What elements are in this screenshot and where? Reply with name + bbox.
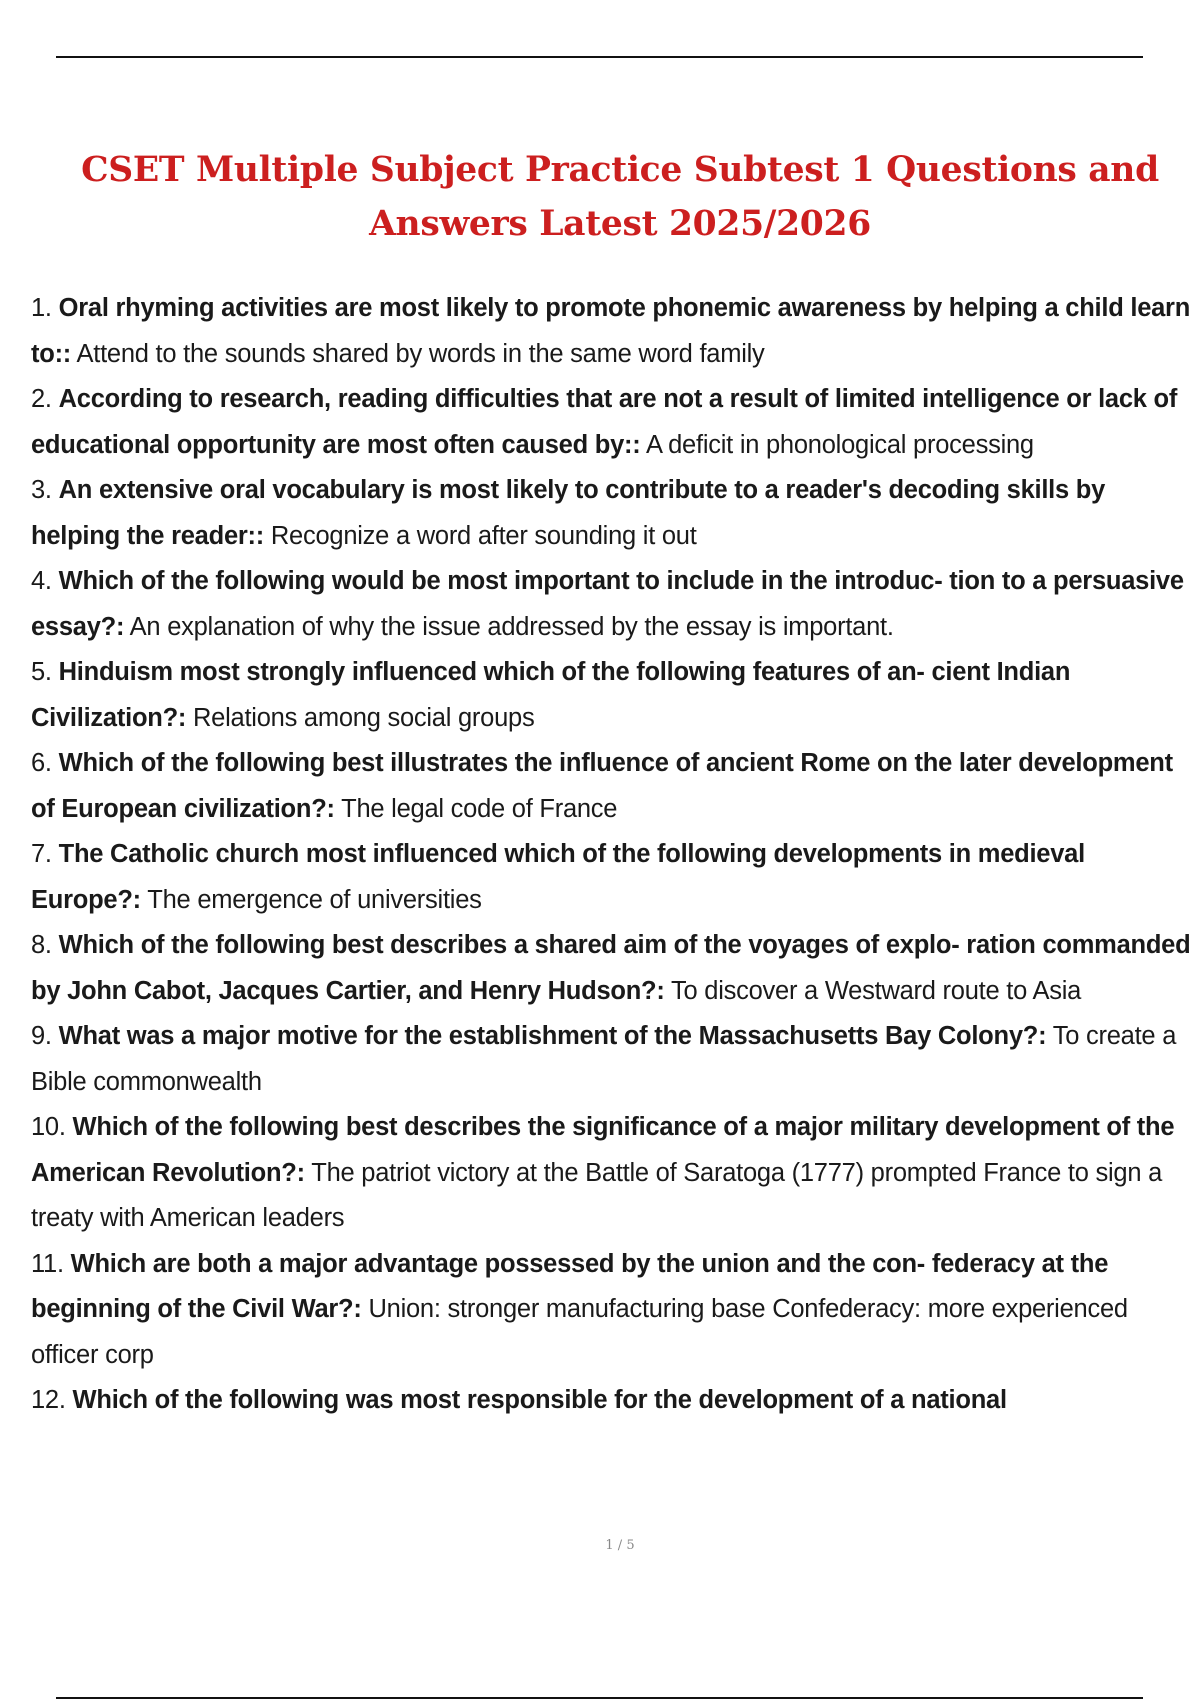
answer-text: Recognize a word after sounding it out <box>270 521 697 550</box>
question-text: What was a major motive for the establishment of the Massachusetts Bay Colony?: <box>58 1022 1047 1050</box>
question-number: 8. <box>31 931 52 959</box>
question-text: Which of the following best describes a shared aim of the voyages of explo- ration commanded by John Cabot, Jacques Cartier, and Henry Hudson?: <box>31 931 1191 1005</box>
question-list <box>31 286 1200 1424</box>
question-item-9 <box>31 1014 1200 1105</box>
answer-text: The legal code of France <box>341 794 618 823</box>
question-number: 9. <box>31 1022 52 1050</box>
answer-text: Attend to the sounds shared by words in the same word family <box>76 339 765 368</box>
question-item-1 <box>31 286 1200 377</box>
question-text: According to research, reading difficulties that are not a result of limited intelligence or lack of educational opportunity are most often caused by:: <box>31 385 1178 459</box>
question-text: The Catholic church most influenced which of the following developments in medieval Europe?: <box>31 840 1085 914</box>
question-number: 12. <box>31 1386 66 1414</box>
question-text: Oral rhyming activities are most likely to promote phonemic awareness by helping a child learn to:: <box>31 294 1191 368</box>
answer-text: A deficit in phonological processing <box>645 430 1034 459</box>
question-number: 2. <box>31 385 52 413</box>
document-title: CSET Multiple Subject Practice Subtest 1 Questions and Answers Latest 2025/2026 <box>81 150 1159 245</box>
question-item-8 <box>31 923 1200 1014</box>
answer-text: The patriot victory at the Battle of Saratoga (1777) prompted France to sign a treaty with American leaders <box>31 1158 1163 1232</box>
question-text: Which of the following would be most important to include in the introduc- tion to a persuasive essay?: <box>31 567 1184 641</box>
question-item-6 <box>31 741 1200 832</box>
answer-text: To discover a Westward route to Asia <box>671 976 1082 1005</box>
question-text: Which of the following best describes the significance of a major military development of the American Revolution?: <box>31 1113 1175 1187</box>
question-item-12 <box>31 1378 1200 1424</box>
question-text: Which of the following best illustrates the influence of ancient Rome on the later development of European civilization?: <box>31 749 1173 823</box>
question-item-7 <box>31 832 1200 923</box>
header-rule <box>56 56 1143 58</box>
question-number: 10. <box>31 1113 66 1141</box>
footer-rule <box>56 1697 1143 1699</box>
question-item-4 <box>31 559 1200 650</box>
answer-text: The emergence of universities <box>147 885 482 914</box>
question-number: 5. <box>31 658 52 686</box>
answer-text: To create a Bible commonwealth <box>31 1022 1177 1096</box>
question-item-11 <box>31 1242 1200 1379</box>
question-item-5 <box>31 650 1200 741</box>
question-number: 7. <box>31 840 52 868</box>
answer-text: Relations among social groups <box>193 703 535 732</box>
question-text: Which of the following was most responsible for the development of a national <box>72 1386 1007 1414</box>
question-item-10 <box>31 1105 1200 1242</box>
question-number: 4. <box>31 567 52 595</box>
question-text: Which are both a major advantage possessed by the union and the con- federacy at the beginning of the Civil War?: <box>31 1249 1109 1323</box>
page-number: 1 / 5 <box>605 1538 635 1553</box>
question-number: 11. <box>31 1249 64 1278</box>
question-item-2 <box>31 377 1200 468</box>
question-number: 3. <box>31 476 52 504</box>
answer-text: An explanation of why the issue addressed by the essay is important. <box>129 612 894 641</box>
question-item-3 <box>31 468 1200 559</box>
question-number: 1. <box>31 294 52 322</box>
question-text: An extensive oral vocabulary is most likely to contribute to a reader's decoding skills by helping the reader:: <box>31 476 1106 550</box>
question-text: Hinduism most strongly influenced which of the following features of an- cient Indian Civilization?: <box>31 658 1071 732</box>
answer-text: Union: stronger manufacturing base Confederacy: more experienced officer corp <box>31 1295 1128 1369</box>
question-number: 6. <box>31 749 52 777</box>
